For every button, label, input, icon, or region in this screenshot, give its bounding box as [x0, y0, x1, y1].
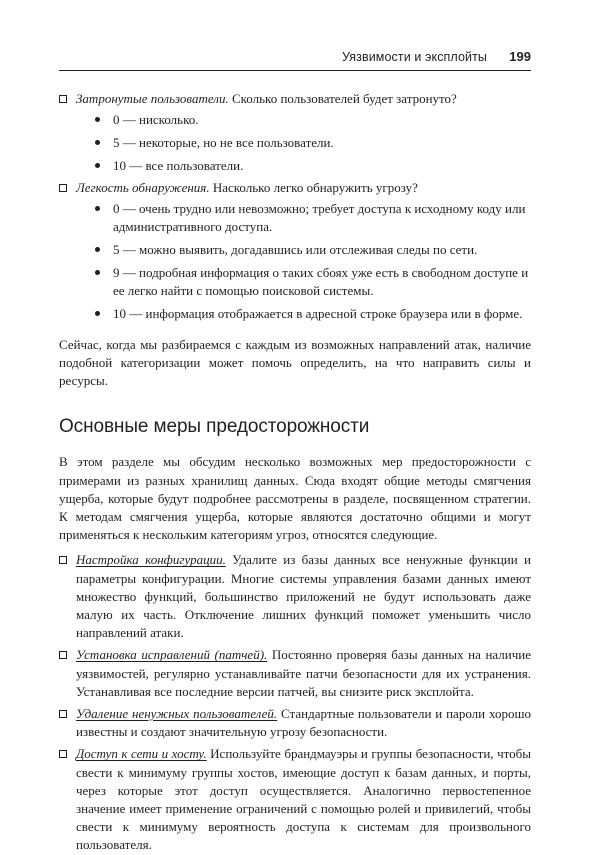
page-number: 199 [509, 49, 531, 64]
round-bullet-icon [95, 311, 100, 316]
score-item [93, 157, 531, 175]
running-header [59, 47, 531, 67]
score-item [93, 134, 531, 152]
running-header-title: Уязвимости и эксплойты [342, 50, 487, 64]
round-bullet-icon [95, 117, 100, 122]
measure-text: Используйте брандмауэры и группы безопасности, чтобы свести к минимуму группы хостов, имеющие доступ к базам данных, и порты, через которые этот доступ осуществляется. Аналогично первостепенное значение имеет применение ограничений с помощью ролей и привилегий, чтобы свести к минимуму вероятность доступа к системам для произвольного пользователя. [76, 746, 531, 853]
score-text: 10 — все пользователи. [113, 157, 244, 173]
measure-item-remove-users [59, 705, 531, 741]
score-text: 0 — нисколько. [113, 112, 199, 128]
section-intro: В этом разделе мы обсудим несколько возможных мер предосторожности с примерами из разных хранилищ данных. Сюда входят общие методы смягчения ущерба, которые будут подробнее рассмотрены в разделе, посвященном стратегии. К методам смягчения ущерба, которые являются достаточно общими и могут применяться к нескольким категориям угроз, относятся следующие. [59, 454, 531, 543]
measures-list [59, 551, 531, 854]
square-bullet-icon [59, 651, 67, 659]
score-item [93, 305, 531, 323]
score-text: 5 — можно выявить, догадавшись или отслеживая следы по сети. [113, 241, 478, 257]
square-bullet-icon [59, 95, 67, 103]
measure-item-patching [59, 646, 531, 701]
score-text: 0 — очень трудно или невозможно; требует доступа к исходному коду или административного доступа. [113, 201, 526, 235]
criteria-list [59, 90, 531, 323]
score-item [93, 241, 531, 259]
round-bullet-icon [95, 270, 100, 275]
measure-text: Постоянно проверяя базы данных на наличие уязвимостей, регулярно устанавливайте патчи безопасности для их устранения. Устанавливая все последние версии патчей, вы снизите риск эксплойта. [76, 647, 532, 699]
round-bullet-icon [95, 247, 100, 252]
score-item [93, 264, 531, 300]
score-text: 10 — информация отображается в адресной строке браузера или в форме. [113, 305, 523, 321]
measure-label: Настройка конфигурации. [76, 552, 226, 568]
measure-item-network-access [59, 745, 531, 854]
measure-label: Доступ к сети и хосту. [76, 746, 207, 762]
square-bullet-icon [59, 750, 67, 758]
measure-text: Стандартные пользователи и пароли хорошо известны и создают значительную угрозу безопасности. [76, 705, 531, 740]
square-bullet-icon [59, 710, 67, 718]
round-bullet-icon [95, 163, 100, 168]
square-bullet-icon [59, 556, 67, 564]
section-heading: Основные меры предосторожности [59, 416, 370, 438]
measure-label: Установка исправлений (патчей). [76, 647, 268, 663]
round-bullet-icon [95, 206, 100, 211]
score-item [93, 200, 531, 236]
header-rule [59, 70, 531, 71]
measure-label: Удаление ненужных пользователей. [76, 705, 278, 721]
measure-text: Удалите из базы данных все ненужные функции и параметры конфигурации. Многие системы управления базами данных имеют множество функций, большинство приложений не будут использовать даже малую их часть. Отключение лишних функций поможет уменьшить число направлений атаки. [76, 552, 531, 641]
square-bullet-icon [59, 184, 67, 192]
score-text: 5 — некоторые, но не все пользователи. [113, 134, 334, 150]
criteria-item-affected-users [59, 90, 531, 175]
score-text: 9 — подробная информация о таких сбоях уже есть в свободном доступе и ее легко найти с помощью поисковой системы. [113, 264, 529, 298]
measure-item-configuration [59, 551, 531, 642]
body-paragraph: Сейчас, когда мы разбираемся с каждым из возможных направлений атак, наличие подобной категоризации может помочь определить, на что направить силы и ресурсы. [59, 336, 531, 389]
page-content [59, 90, 531, 855]
criteria-label: Затронутые пользователи. [76, 91, 229, 106]
criteria-label: Легкость обнаружения. [76, 179, 210, 195]
score-list [76, 200, 531, 323]
score-list [76, 111, 531, 175]
round-bullet-icon [95, 140, 100, 145]
score-item [93, 111, 531, 129]
criteria-text: Сколько пользователей будет затронуто? [228, 91, 457, 106]
criteria-text: Насколько легко обнаружить угрозу? [209, 179, 418, 195]
criteria-item-discoverability [59, 179, 531, 323]
